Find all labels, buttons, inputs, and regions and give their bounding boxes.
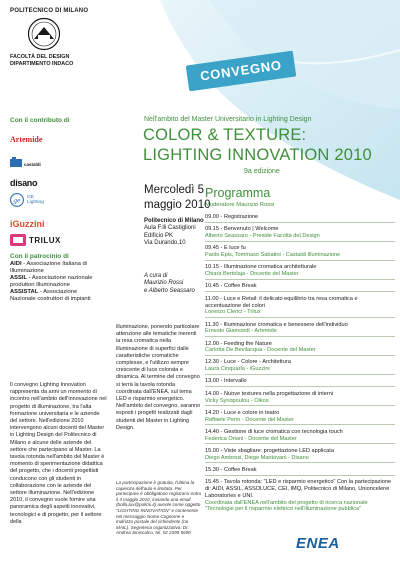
program-item: 15.45 - Tavola rotonda: "LED e risparmio energetico" Con la partecipazione di: AIDI, ASSIL, ASSOLUCE, CEI, IMQ, Politecnico di Milano, Unioncelerei Laboratories e UNI. Coordinata dall'ENEA nell'ambito del progetto di ricerca nazionale "Tecnologie per il risparmio elettrico nell'illuminazione pubblica" — [205, 479, 392, 513]
program-item: 10.45 - Coffee Break — [205, 283, 395, 292]
sponsor-logo-artemide: Artemide — [10, 135, 43, 144]
program-item: 14.20 - Luce e colore in teatro Raffaele Perin - Docente del Master — [205, 410, 395, 425]
patron-aidi: AIDI - Associazione Italiana di Illuminazione — [10, 261, 88, 274]
event-intro: Nell'ambito del Master Universitario in Lighting Design — [144, 116, 312, 123]
venue-block — [144, 218, 204, 247]
curated-by-label: A cura di — [144, 273, 168, 279]
program-item: 15.30 - Coffee Break — [205, 467, 395, 476]
program-item: 14.00 - Nuove textures nella progettazione di interni Vicky Syriopoulou - Oikos — [205, 391, 395, 406]
program-title: Programma — [205, 186, 271, 200]
program-item: 09.15 - Benvenuto | Welcome Alberto Seassaro - Preside Facoltà del Design — [205, 226, 395, 241]
event-date-line2: maggio 2010 — [144, 199, 211, 211]
program-item: 14.40 - Gestione di luce cromatica con tecnologia touch Federica Oriani - Docente del Master — [205, 429, 395, 444]
program-schedule — [205, 214, 395, 516]
ge-monogram-icon — [10, 193, 24, 207]
sponsor-logo-castaldi: castaldi — [10, 147, 130, 167]
curators-block — [144, 273, 195, 295]
body-text-col2: illuminazione, ponendo particolare attenzione alle tematiche inerenti la resa cromatica nella illuminazione di superfici dalle caratteristiche cromatiche complesse, e l'utilizzo sempre crescente di luce colorata e dinamica. Al termine del convegno si terrà la tavola rotonda coordinata dall'ENEA, sul tema LED e risparmio energetico. Nell'ambito del convegno, saranno esposti i progetti realizzati dagli studenti del Master in Lighting Design. — [116, 324, 201, 431]
svg-text:ge: ge — [13, 197, 21, 205]
university-header — [8, 8, 128, 72]
convegno-badge-label: CONVEGNO — [199, 57, 283, 84]
program-item: 13.00 - Intervallo — [205, 378, 395, 387]
trilux-mark-icon — [10, 234, 26, 246]
patronage-title: Con il patrocinio di — [10, 253, 69, 260]
venue-name: Politecnico di Milano — [144, 218, 204, 224]
program-item: 09.00 - Registrazione — [205, 214, 395, 223]
curator-1: Maurizio Rossi — [144, 280, 184, 287]
castaldi-mark-icon — [10, 157, 22, 167]
program-item: 12.30 - Luce - Colore - Architettura Laura Cinquarla - iGuzzini — [205, 359, 395, 374]
department-name: DIPARTIMENTO INDACO — [10, 61, 74, 67]
patron-assistal: ASSISTAL - Associazione Nazionale costruttori di impianti — [10, 288, 91, 302]
curator-2: e Alberto Seassaro — [144, 287, 195, 294]
program-moderator: Moderatore Maurizio Rossi — [205, 202, 275, 208]
enea-logo: ENEA — [296, 535, 340, 552]
program-item: 12.00 - Feeding the Nature Carlotta De Bevilacqua - Docente del Master — [205, 341, 395, 356]
sponsor-logo-trilux: TRILUX — [10, 232, 130, 248]
program-item: 11.00 - Luce e Retail: il delicato equilibrio tra resa cromatica e accentuazione dei colori Lorenzo Clerici - Trilux — [205, 296, 395, 318]
event-title-line1: COLOR & TEXTURE: — [143, 126, 307, 144]
university-name: POLITECNICO DI MILANO — [10, 8, 89, 14]
event-date-line1: Mercoledì 5 — [144, 184, 205, 196]
venue-building: Edificio PK — [144, 232, 174, 239]
program-item: 09.45 - E luce fu Paolo Epis, Tommaso Sabatini - Castaldi Illuminazione — [205, 245, 395, 260]
sponsor-logo-disano: disano — [10, 178, 38, 188]
university-seal-icon — [16, 17, 72, 51]
sponsor-logo-iguzzini: iGuzzini — [10, 219, 45, 229]
body-text-col1: Il convegno Lighting Innovation rappresenta da anni un momento di incontro nell'ambito dell'innovazione nel progetto di illuminazione, tra l'alta formazione universitaria e le aziende del settore. Nell'edizione 2010 intervengono alcuni docenti del Master in Lighting Design del Politecnico di Milano e alcune delle aziende del settore che partecipano al Master. La tavola rotonda nell'ambito del Master è momento di sperimentazione didattica del progetto, che i docenti progettisti conducono con gli studenti in collaborazione con le aziende del settore illuminazione. Nell'edizione 2010, il convegno vuole fornire una panoramica degli aspetti innovativi, tecnologici e di progetto, per il settore della — [10, 382, 107, 525]
event-title-line2: LIGHTING INNOVATION 2010 — [143, 146, 372, 164]
event-edition: 9a edizione — [244, 168, 280, 175]
sponsors-column — [10, 117, 130, 302]
program-item: 10.15 - Illuminazione cromatica architetturale Chiara Bertolaja - Docente del Master — [205, 264, 395, 279]
participation-note: La partecipazione è gratuita, l'ultima la capienza dell'aula è limitata. Per partecipare è obbligatorio registrarsi entro il 3 maggio 2010, inviando una email (bolla.lux@polimi.it) avente come oggetto "LIGHTING INNOVATION" e contenente nel messaggio Nome Cognome e Indirizzo postale del richiedente (no MAIL). Segreteria organizzativa: Dr. Andrea Siniscalco, tel. 02 2399 5690 — [116, 480, 202, 536]
sponsor-logo-ge: ge GE Lighting — [10, 191, 130, 209]
patron-assil: ASSIL - Associazione nazionale produttori Illuminazione — [10, 274, 93, 288]
venue-address: Via Durando,10 — [144, 239, 186, 246]
venue-room: Aula F.lli Castiglioni — [144, 225, 196, 232]
program-item: 15.00 - Viste sbagliare: progettazione LED applicata Diego Ambrosi, Diego Mantovani - Disano — [205, 448, 395, 463]
contributors-title: Con il contributo di — [10, 117, 70, 124]
program-item: 11.30 - Illuminazione cromatica e benessere dell'individuo Ernesto Giamondi - Artemide — [205, 322, 395, 337]
faculty-name: FACOLTÀ DEL DESIGN — [10, 54, 70, 60]
